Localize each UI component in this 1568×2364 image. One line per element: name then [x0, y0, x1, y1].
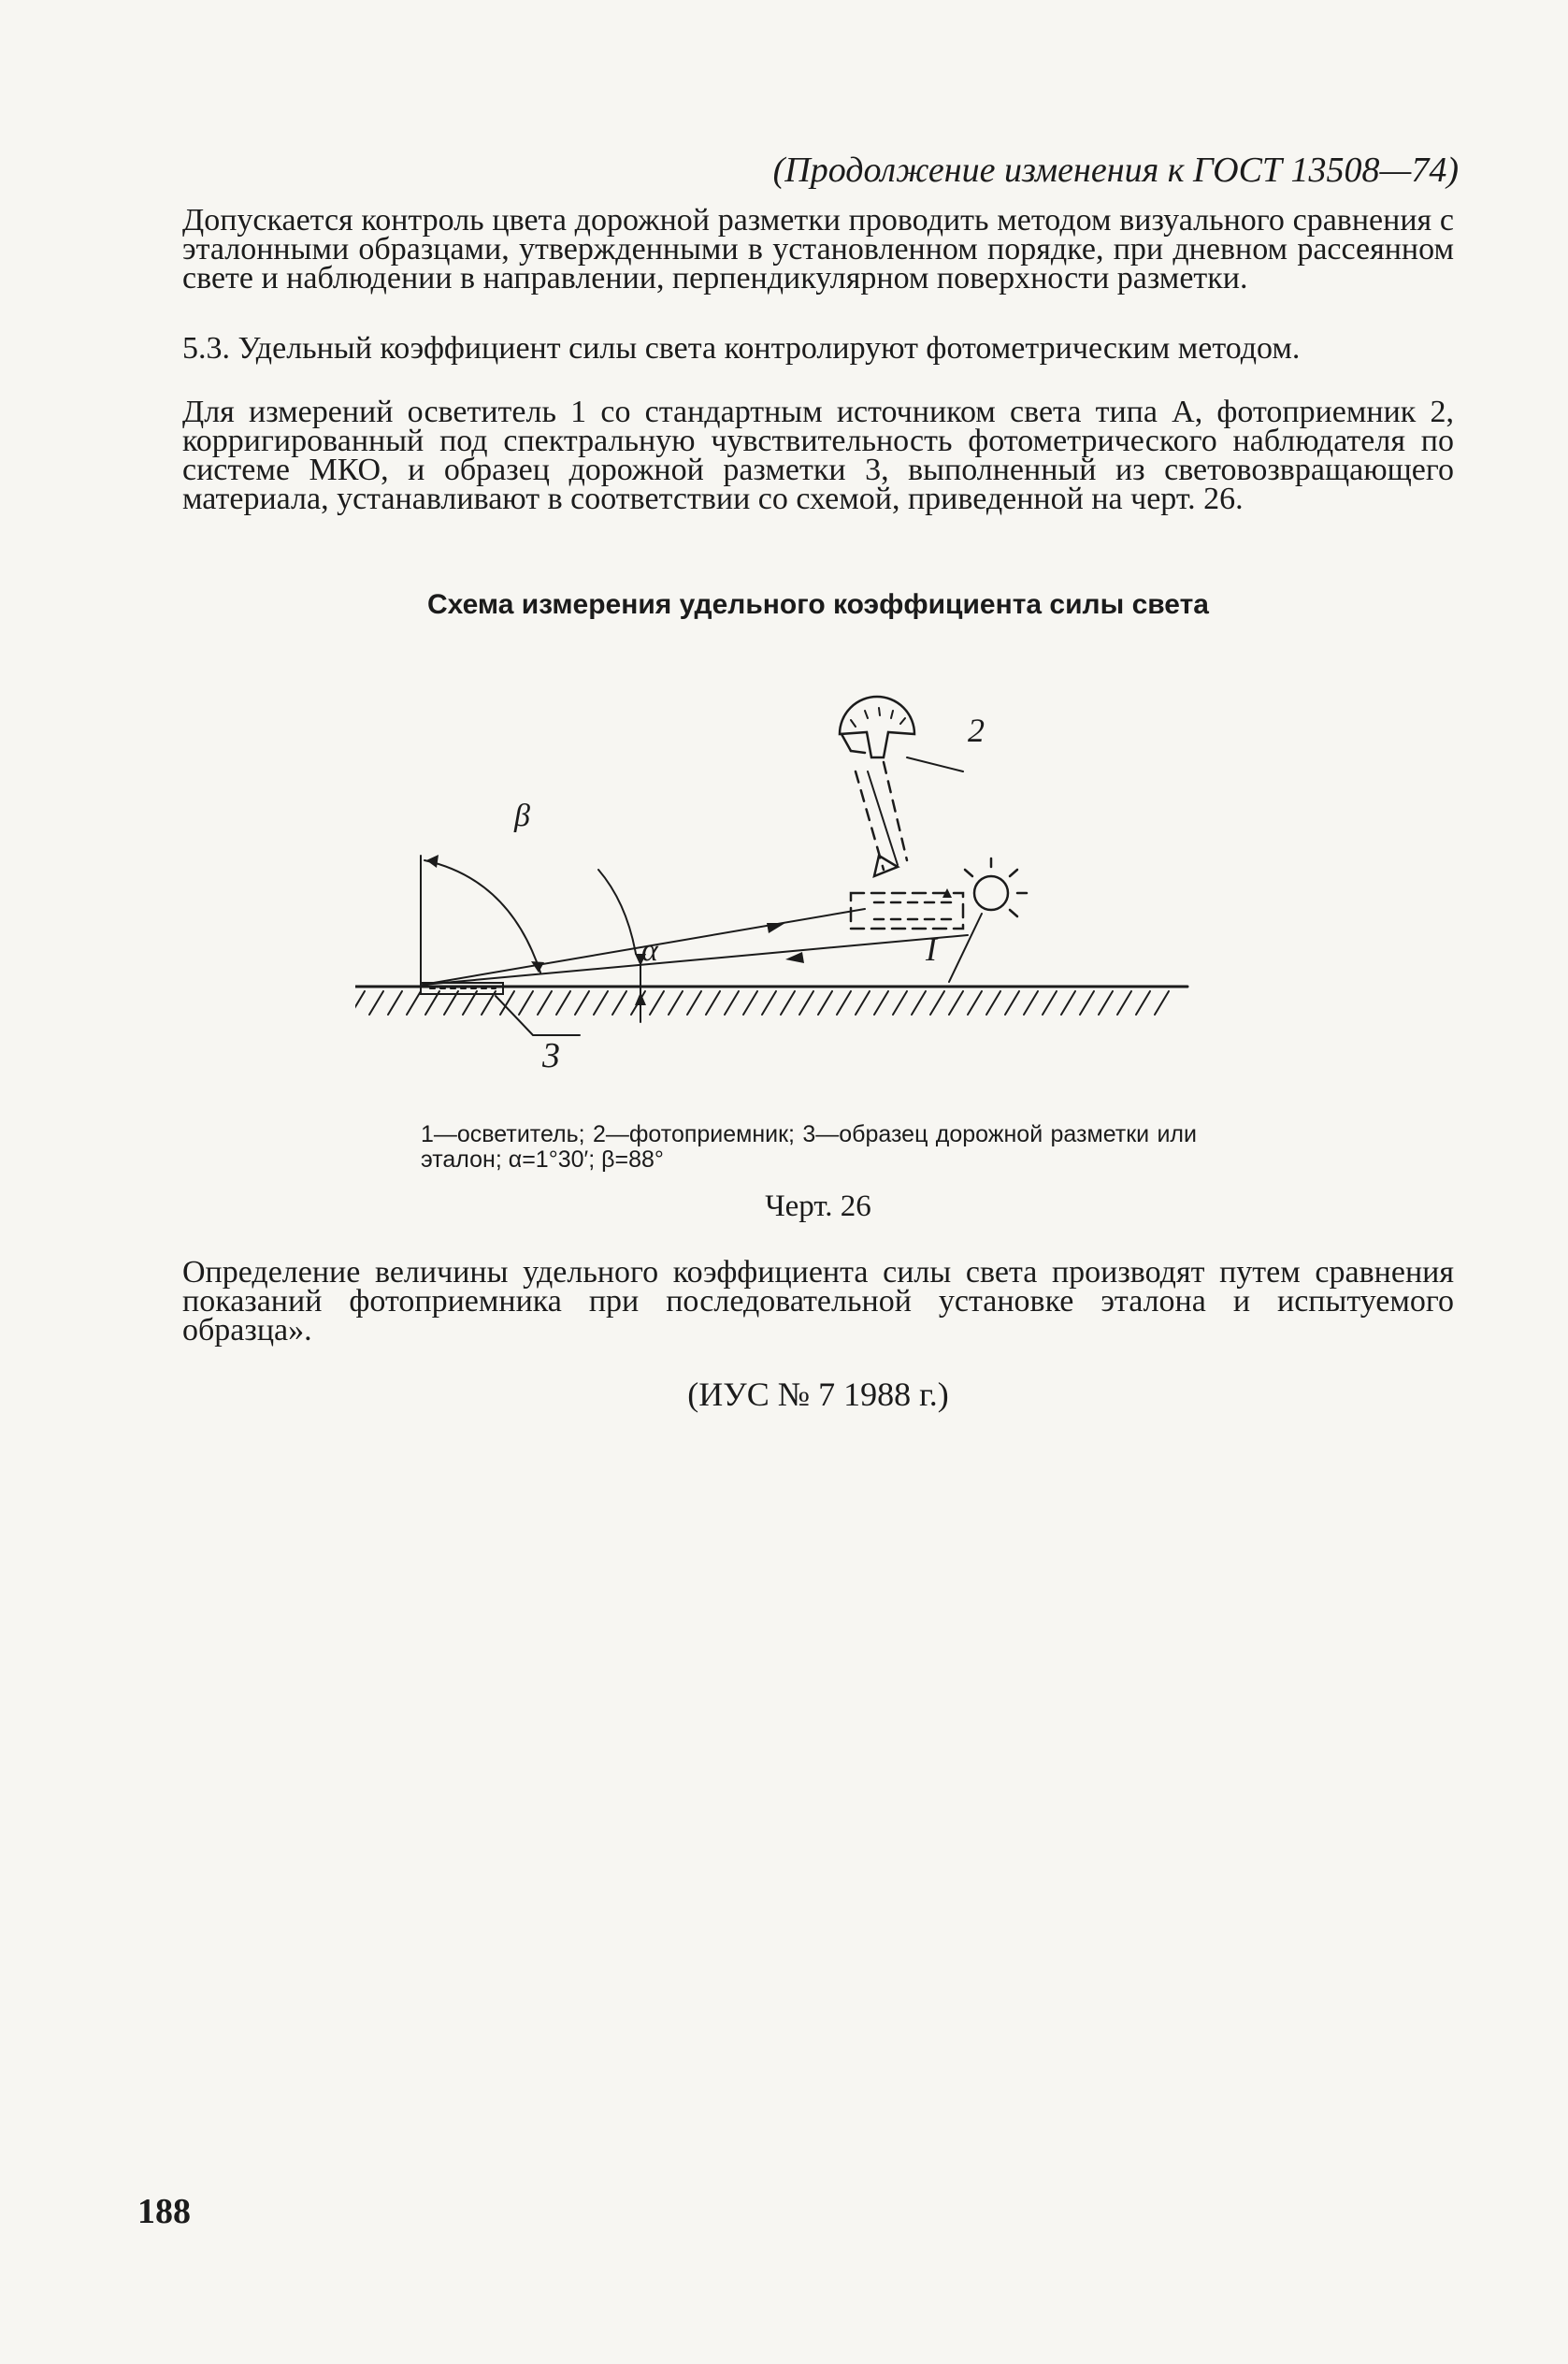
beta-arc [424, 860, 540, 973]
page-number: 188 [137, 2192, 191, 2231]
label-beta: β [514, 799, 530, 833]
label-alpha: α [641, 933, 658, 968]
label-1: I [926, 930, 937, 968]
leader-2 [907, 757, 963, 771]
label-2: 2 [968, 712, 985, 749]
photodetector [840, 697, 914, 876]
figure-caption: 1—осветитель; 2—фотоприемник; 3—образец дорожной разметки или эталон; α=1°30′; β=88° [421, 1121, 1197, 1173]
paragraph-determination: Определение величины удельного коэффициента силы света производят путем сравнения показаний фотоприемника при последовательной установке эталона и испытуемого образца». [182, 1255, 1454, 1348]
illuminator [851, 858, 1027, 929]
paragraph-color-control: Допускается контроль цвета дорожной разметки проводить методом визуального сравнения с эталонными образцами, утвержденными в установленном порядке, при дневном рассеянном свете и наблюдении в направлении, перпендикулярном поверхности разметки. [182, 203, 1454, 296]
ray-from-illuminator [423, 935, 968, 985]
drawing-number: Черт. 26 [765, 1189, 871, 1223]
leader-1 [949, 914, 982, 982]
label-3: 3 [542, 1036, 560, 1075]
page-header: (Продолжение изменения к ГОСТ 13508—74) [772, 151, 1459, 190]
paragraph-measurement-setup: Для измерений осветитель 1 со стандартным источником света типа А, фотоприемник 2, корригированный под спектральную чувствительность фотометрического наблюдателя по системе МКО, и образец дорожной разметки 3, выполненный из световозвращающего материала, устанавливают в соответствии со схемой, приведенной на черт. 26. [182, 395, 1454, 516]
measurement-scheme-diagram [355, 669, 1216, 1108]
figure-title: Схема измерения удельного коэффициента силы света [427, 589, 1209, 620]
paragraph-5-3: 5.3. Удельный коэффициент силы света контролируют фотометрическим методом. [182, 331, 1301, 366]
ius-reference: (ИУС № 7 1988 г.) [687, 1376, 949, 1413]
alpha-arc [598, 870, 636, 954]
